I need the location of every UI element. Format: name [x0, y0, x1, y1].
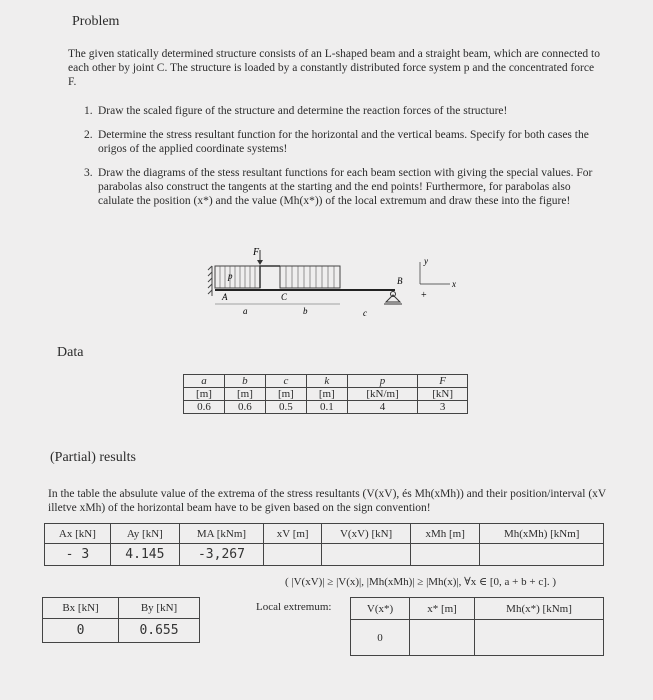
label-B: B	[397, 276, 403, 286]
axis-x-label: x	[452, 279, 456, 289]
task-item	[84, 104, 609, 118]
page-title: Problem	[72, 14, 120, 29]
data-unit: [m]	[265, 388, 306, 401]
table1-value[interactable]	[322, 544, 411, 566]
fixed-support-hatch	[208, 266, 212, 296]
data-symbol: c	[265, 375, 306, 388]
task-item	[84, 128, 609, 156]
label-C: C	[281, 292, 288, 302]
table1-header: xMh [m]	[410, 524, 480, 544]
task-number: 3.	[84, 167, 93, 179]
table2-value[interactable]: 0.655	[119, 619, 200, 643]
data-value: 0.5	[265, 401, 306, 414]
results-table-2	[42, 597, 200, 643]
task-text: Determine the stress resultant function for the horizontal and the vertical beams. Specify for both cases the origos of the applied coordinate systems!	[98, 129, 589, 155]
axis-y-label: y	[424, 256, 428, 266]
table1-header: Ay [kN]	[110, 524, 179, 544]
table1-value[interactable]: 4.145	[110, 544, 179, 566]
table1-header: MA [kNm]	[179, 524, 263, 544]
table3-value[interactable]	[475, 620, 604, 656]
table1-header: Mh(xMh) [kNm]	[480, 524, 604, 544]
condition-note: ( |V(xV)| ≥ |V(x)|, |Mh(xMh)| ≥ |Mh(x)|, ∀x ∈ [0, a + b + c]. )	[285, 576, 557, 588]
support-B	[391, 292, 396, 297]
data-value: 0.1	[306, 401, 347, 414]
table1-value[interactable]: -3,267	[179, 544, 263, 566]
data-symbol: k	[306, 375, 347, 388]
table3-header: Mh(x*) [kNm]	[475, 598, 604, 620]
results-table-3	[350, 597, 604, 656]
local-extremum-label: Local extremum:	[256, 601, 332, 613]
data-symbol: a	[184, 375, 225, 388]
table1-value[interactable]: - 3	[45, 544, 111, 566]
data-symbol: b	[224, 375, 265, 388]
data-unit: [m]	[184, 388, 225, 401]
dim-c: c	[363, 308, 367, 318]
results-table-1	[44, 523, 604, 566]
table1-header: xV [m]	[264, 524, 322, 544]
table3-header: x* [m]	[410, 598, 475, 620]
label-A: A	[222, 292, 228, 302]
label-F: F	[253, 248, 260, 258]
data-value: 3	[418, 401, 468, 414]
sign-plus: +	[421, 290, 427, 301]
data-symbol: p	[347, 375, 417, 388]
task-number: 1.	[84, 105, 93, 117]
data-value: 0.6	[184, 401, 225, 414]
dim-b: b	[303, 306, 308, 316]
data-unit: [kN/m]	[347, 388, 417, 401]
structure-figure	[200, 248, 480, 323]
data-unit: [m]	[306, 388, 347, 401]
results-description: In the table the absulute value of the extrema of the stress resultants (V(xV), és Mh(xMh)) and their position/interval (xV illetve xMh) of the horizontal beam have to be given based on the sign convention!	[48, 488, 607, 514]
table1-value[interactable]	[264, 544, 322, 566]
table2-header: By [kN]	[119, 598, 200, 619]
table1-value[interactable]	[480, 544, 604, 566]
task-number: 2.	[84, 129, 93, 141]
table3-header: V(x*)	[351, 598, 410, 620]
table3-value[interactable]: 0	[351, 620, 410, 656]
table1-value[interactable]	[410, 544, 480, 566]
data-unit: [m]	[224, 388, 265, 401]
task-item	[84, 166, 609, 208]
task-text: Draw the scaled figure of the structure and determine the reaction forces of the structure!	[98, 105, 508, 117]
data-title: Data	[57, 345, 84, 360]
table3-value[interactable]	[410, 620, 475, 656]
data-table	[183, 374, 468, 414]
label-p: p	[228, 271, 233, 281]
intro-paragraph: The given statically determined structure consists of an L-shaped beam and a straight beam, which are connected to each other by joint C. The structure is loaded by a constantly distributed force system p and the concentrated force F.	[68, 48, 601, 88]
data-symbol: F	[418, 375, 468, 388]
dim-a: a	[243, 306, 248, 316]
table1-header: V(xV) [kN]	[322, 524, 411, 544]
table2-header: Bx [kN]	[43, 598, 119, 619]
load-p-box	[215, 266, 260, 288]
task-text: Draw the diagrams of the stess resultant functions for each beam section with giving the special values. For parabolas also construct the tangents at the starting and the end points! Furthermore, for parabolas also calulate the position (x*) and the value (Mh(x*)) of the local extremum and draw these into the figure!	[98, 167, 593, 207]
results-title: (Partial) results	[50, 450, 136, 465]
task-list	[84, 104, 609, 208]
table2-value[interactable]: 0	[43, 619, 119, 643]
data-unit: [kN]	[418, 388, 468, 401]
data-value: 0.6	[224, 401, 265, 414]
data-value: 4	[347, 401, 417, 414]
table1-header: Ax [kN]	[45, 524, 111, 544]
